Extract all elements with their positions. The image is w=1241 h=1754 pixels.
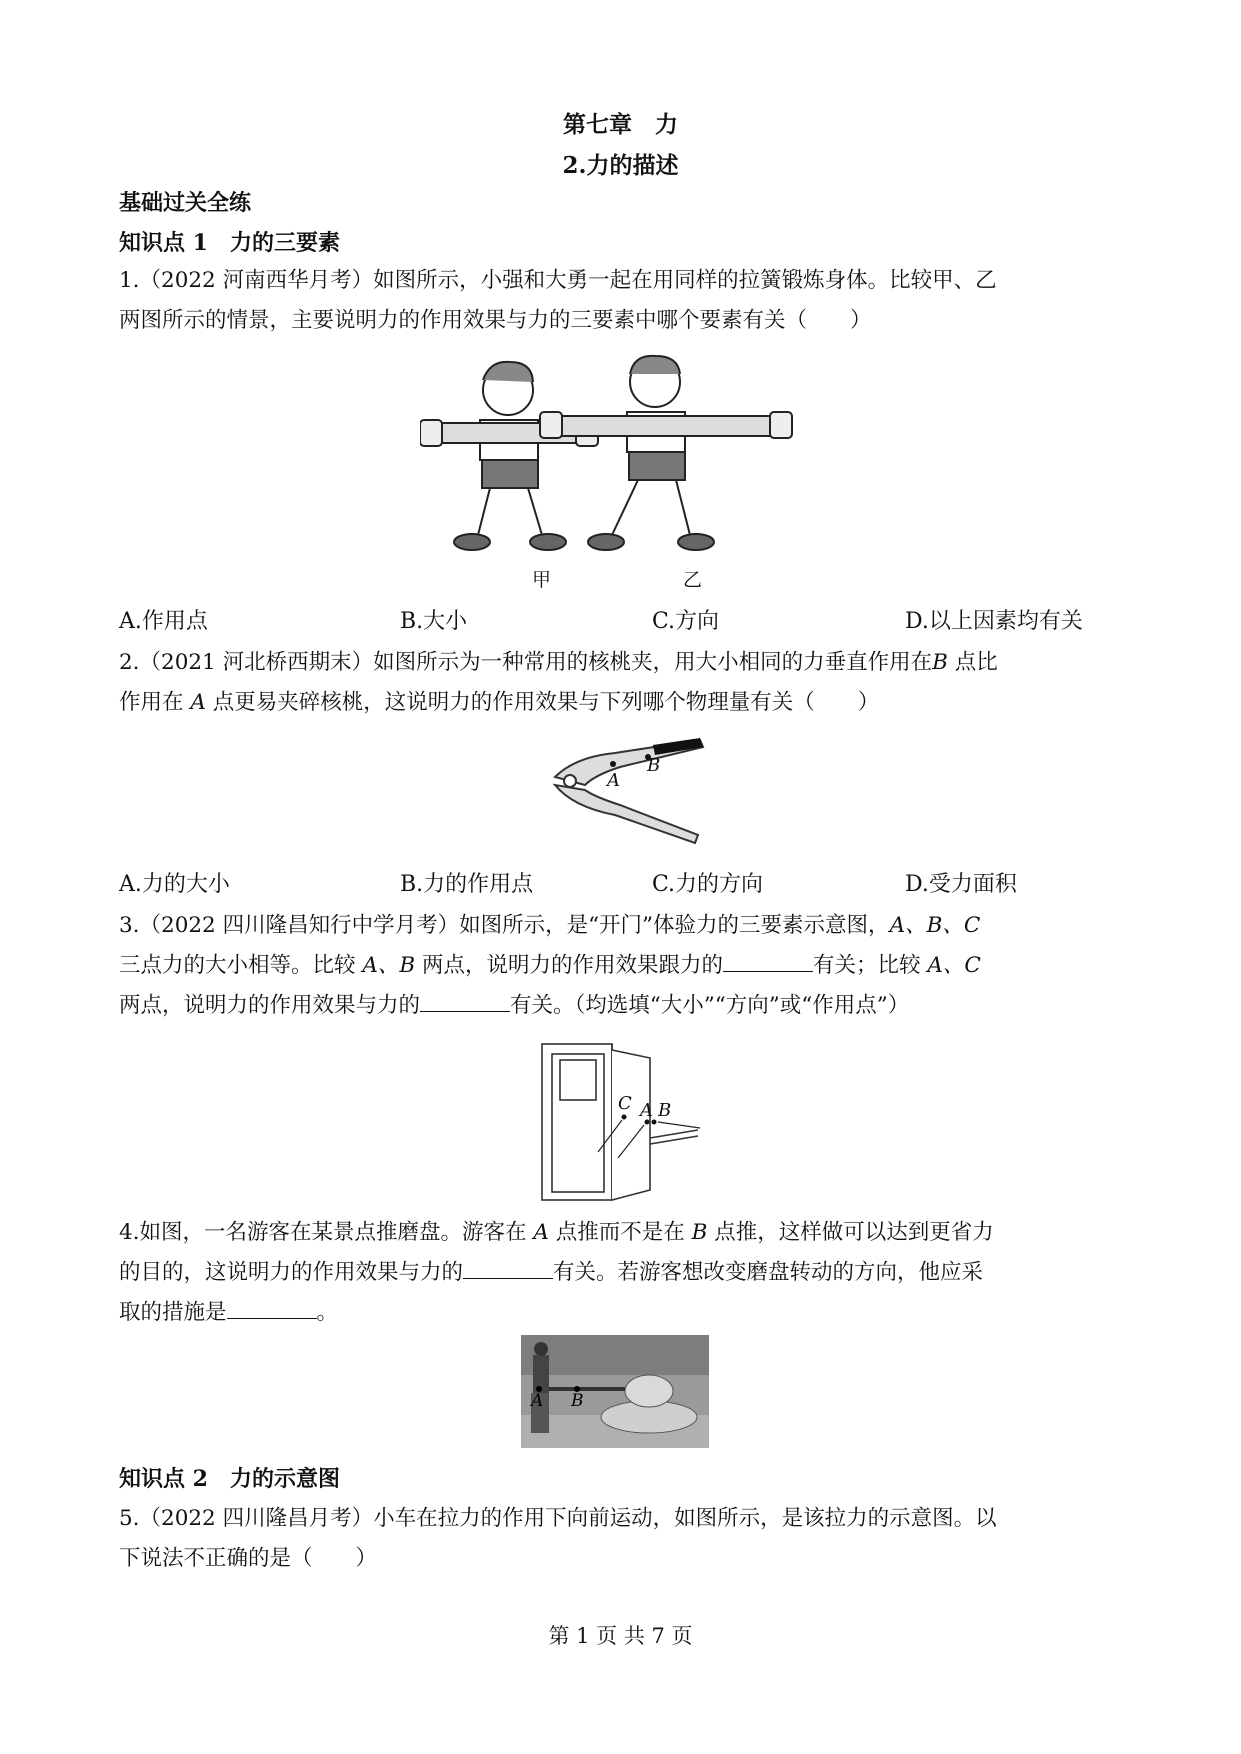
q3-text-3b: 有关。（均选填“大小”“方向”或“作用点”） [510, 993, 910, 1018]
q4-point-a: A [533, 1220, 549, 1245]
q3-text-3a: 两点，说明力的作用效果与力的 [119, 993, 421, 1018]
knowledge-point-2-heading: 知识点 2 力的示意图 [119, 1466, 340, 1492]
q4-text-1b: 点推而不是在 [548, 1220, 692, 1245]
q2-text-1a: 2.（2021 河北桥西期末）如图所示为一种常用的核桃夹，用大小相同的力垂直作用在 [119, 650, 933, 675]
q2-line-2 [119, 688, 1129, 718]
q2-text-1b: 点比 [947, 650, 998, 675]
q3-blank-2[interactable] [420, 991, 510, 1012]
q3-line-1 [119, 911, 1129, 941]
q2-text-2b: 点更易夹碎核桃，这说明力的作用效果与下列哪个物理量有关（ ） [205, 690, 880, 715]
millstone-photo [521, 1335, 709, 1448]
page-footer: 第 1 页 共 7 页 [548, 1624, 693, 1648]
q3-text-2c: 有关；比较 [813, 953, 928, 978]
q2-option-d: D.受力面积 [905, 872, 1017, 897]
q4-point-b: B [691, 1220, 708, 1245]
q4-text-2a: 的目的，这说明力的作用效果与力的 [119, 1260, 464, 1285]
door-figure [540, 1040, 705, 1205]
q1-line-2: 两图所示的情景，主要说明力的作用效果与力的三要素中哪个要素有关（ ） [119, 308, 872, 333]
q5-line-2: 下说法不正确的是（ ） [119, 1546, 378, 1571]
q3-line-2 [119, 951, 1129, 981]
door-label-b: B [658, 1100, 672, 1121]
q4-text-2b: 有关。若游客想改变磨盘转动的方向，他应采 [553, 1260, 984, 1285]
nutcracker-label-b: B [647, 755, 661, 776]
q4-line-3 [119, 1298, 1129, 1328]
q3-text-2b: 两点，说明力的作用效果跟力的 [415, 953, 724, 978]
q2-option-a: A.力的大小 [119, 872, 230, 897]
knowledge-point-1-heading: 知识点 1 力的三要素 [119, 230, 340, 256]
q4-text-1a: 4.如图，一名游客在某景点推磨盘。游客在 [119, 1220, 534, 1245]
q2-point-b: B [932, 650, 948, 675]
q2-point-a: A [190, 690, 206, 715]
q1-option-d: D.以上因素均有关 [905, 609, 1083, 634]
q5-line-1: 5.（2022 四川隆昌月考）小车在拉力的作用下向前运动，如图所示，是该拉力的示意图。以 [119, 1506, 997, 1531]
q2-option-b: B.力的作用点 [400, 872, 534, 897]
q4-text-1c: 点推，这样做可以达到更省力 [707, 1220, 994, 1245]
figure-label-yi: 乙 [683, 569, 703, 591]
q4-text-3b: 。 [316, 1300, 339, 1325]
chapter-title: 第七章 力 [563, 111, 678, 138]
q4-text-3a: 取的措施是 [119, 1300, 227, 1325]
q2-line-1 [119, 648, 1129, 678]
q3-blank-1[interactable] [723, 951, 813, 972]
q3-line-3 [119, 991, 1129, 1021]
q3-text-1: 3.（2022 四川隆昌知行中学月考）如图所示，是“开门”体验力的三要素示意图， [119, 913, 890, 938]
spring-exerciser-figure [420, 350, 840, 560]
millstone-label-a: A [531, 1391, 544, 1411]
section-title: 2.力的描述 [562, 152, 679, 179]
q4-line-1 [119, 1218, 1129, 1248]
door-label-c: C [618, 1093, 632, 1114]
q3-text-2a: 三点力的大小相等。比较 [119, 953, 363, 978]
nutcracker-label-a: A [607, 770, 620, 791]
figure-label-jia: 甲 [532, 569, 552, 591]
q4-blank-1[interactable] [463, 1258, 553, 1279]
millstone-label-b: B [571, 1391, 584, 1411]
q4-line-2 [119, 1258, 1129, 1288]
door-label-a: A [640, 1100, 653, 1121]
q1-option-c: C.方向 [652, 609, 720, 634]
q1-option-a: A.作用点 [119, 609, 208, 634]
q2-text-2a: 作用在 [119, 690, 191, 715]
q3-points-ac: A、C [927, 953, 981, 978]
q2-option-c: C.力的方向 [652, 872, 764, 897]
q1-option-b: B.大小 [400, 609, 468, 634]
q4-blank-2[interactable] [227, 1298, 317, 1319]
q3-points-ab: A、B [362, 953, 416, 978]
nutcracker-figure [545, 735, 710, 850]
q3-points-abc: A、B、C [889, 913, 981, 938]
q1-line-1: 1.（2022 河南西华月考）如图所示，小强和大勇一起在用同样的拉簧锻炼身体。比较甲、乙 [119, 268, 997, 293]
part-heading: 基础过关全练 [119, 190, 252, 216]
